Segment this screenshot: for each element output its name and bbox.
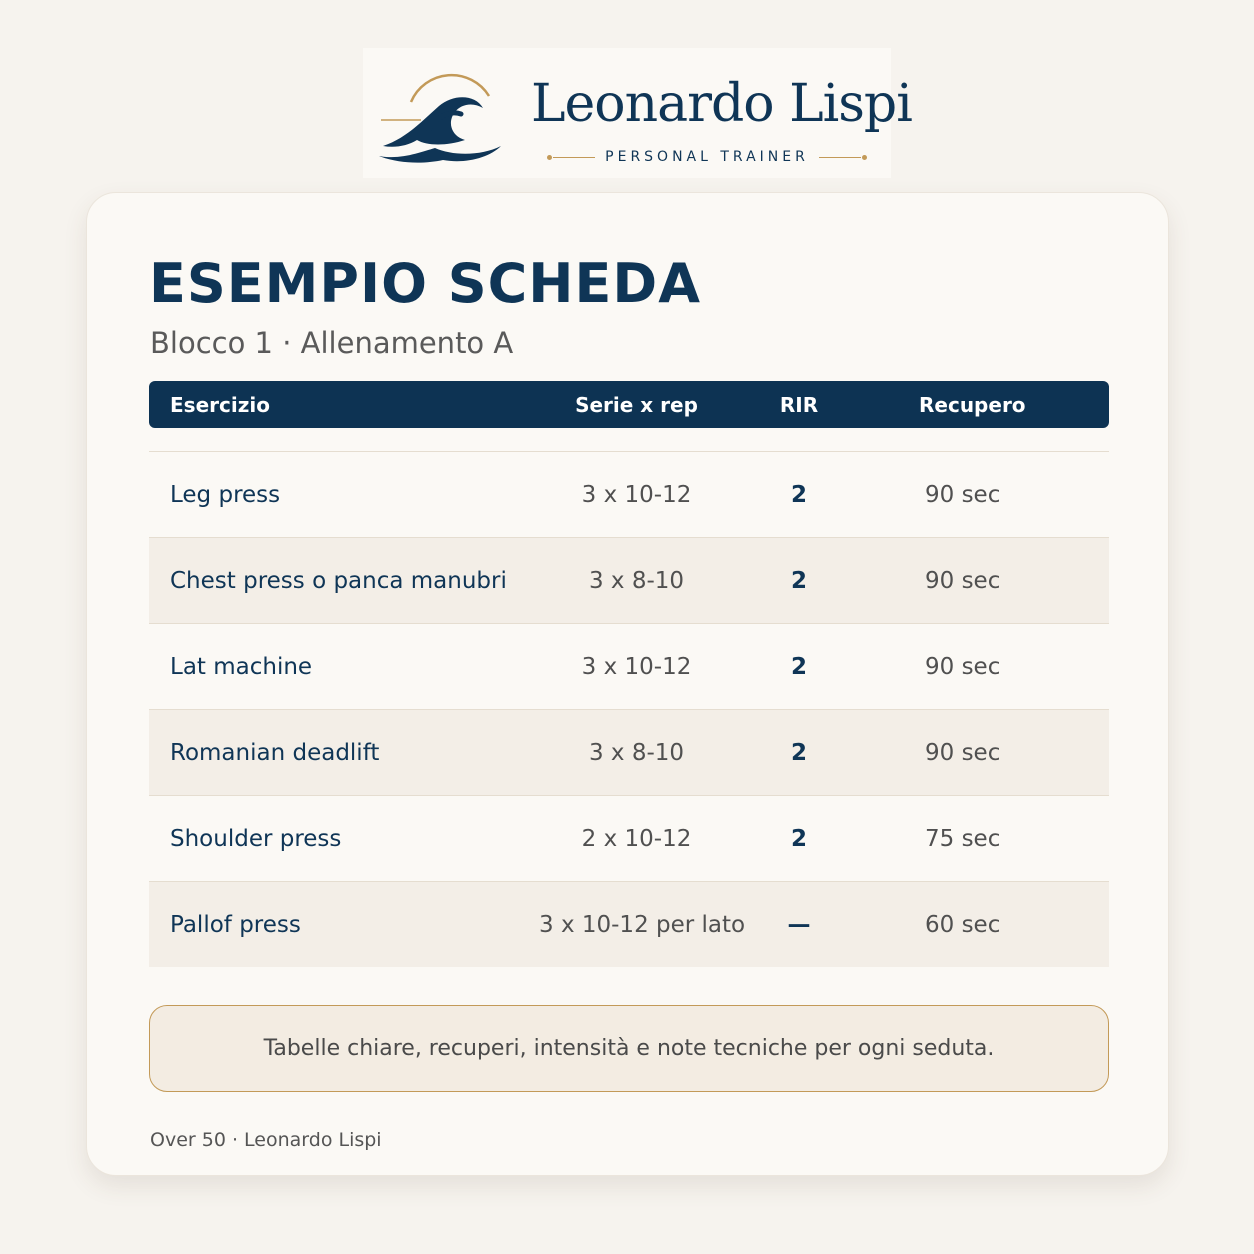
cell-sets-reps: 3 x 10-12 per lato xyxy=(539,911,746,938)
card-subtitle: Blocco 1 · Allenamento A xyxy=(150,326,514,360)
cell-rest: 90 sec xyxy=(925,653,1001,680)
header-sets-reps: Serie x rep xyxy=(575,392,698,417)
brand-tagline: PERSONAL TRAINER xyxy=(605,149,809,165)
cell-exercise: Leg press xyxy=(170,481,281,508)
cell-rir: 2 xyxy=(790,739,807,766)
brand-tagline-row xyxy=(531,149,883,165)
cell-rest: 75 sec xyxy=(925,825,1001,852)
table-header xyxy=(149,381,1109,428)
workout-card xyxy=(86,192,1169,1176)
tagline-rule-left xyxy=(553,157,595,158)
workout-table xyxy=(149,381,1109,967)
cell-rir: — xyxy=(787,911,811,938)
card-footer: Over 50 · Leonardo Lispi xyxy=(150,1129,382,1151)
table-row xyxy=(149,881,1109,967)
table-row xyxy=(149,709,1109,795)
cell-sets-reps: 3 x 8-10 xyxy=(588,739,685,766)
card-title: ESEMPIO SCHEDA xyxy=(149,252,701,315)
cell-sets-reps: 3 x 10-12 xyxy=(581,653,692,680)
cell-rest: 90 sec xyxy=(925,567,1001,594)
cell-exercise: Shoulder press xyxy=(170,825,342,852)
info-note: Tabelle chiare, recuperi, intensità e note tecniche per ogni seduta. xyxy=(149,1005,1109,1092)
cell-exercise: Chest press o panca manubri xyxy=(170,567,507,594)
cell-sets-reps: 3 x 8-10 xyxy=(588,567,685,594)
header-exercise: Esercizio xyxy=(170,392,270,417)
cell-rest: 90 sec xyxy=(925,481,1001,508)
table-body xyxy=(149,451,1109,967)
table-row xyxy=(149,537,1109,623)
brand-logo xyxy=(363,48,912,178)
brand-name: Leonardo Lispi xyxy=(531,74,912,134)
cell-sets-reps: 2 x 10-12 xyxy=(581,825,692,852)
cell-exercise: Pallof press xyxy=(170,911,301,938)
tagline-rule-right xyxy=(819,157,861,158)
cell-exercise: Romanian deadlift xyxy=(170,739,380,766)
cell-rest: 60 sec xyxy=(925,911,1001,938)
table-row xyxy=(149,795,1109,881)
wave-sun-logo-icon xyxy=(377,60,507,168)
table-row xyxy=(149,623,1109,709)
header-rest: Recupero xyxy=(919,392,1026,417)
cell-rir: 2 xyxy=(790,481,807,508)
cell-rir: 2 xyxy=(790,653,807,680)
cell-rir: 2 xyxy=(790,825,807,852)
cell-sets-reps: 3 x 10-12 xyxy=(581,481,692,508)
cell-rest: 90 sec xyxy=(925,739,1001,766)
cell-exercise: Lat machine xyxy=(170,653,313,680)
table-row xyxy=(149,451,1109,537)
header-rir: RIR xyxy=(779,392,819,417)
cell-rir: 2 xyxy=(790,567,807,594)
